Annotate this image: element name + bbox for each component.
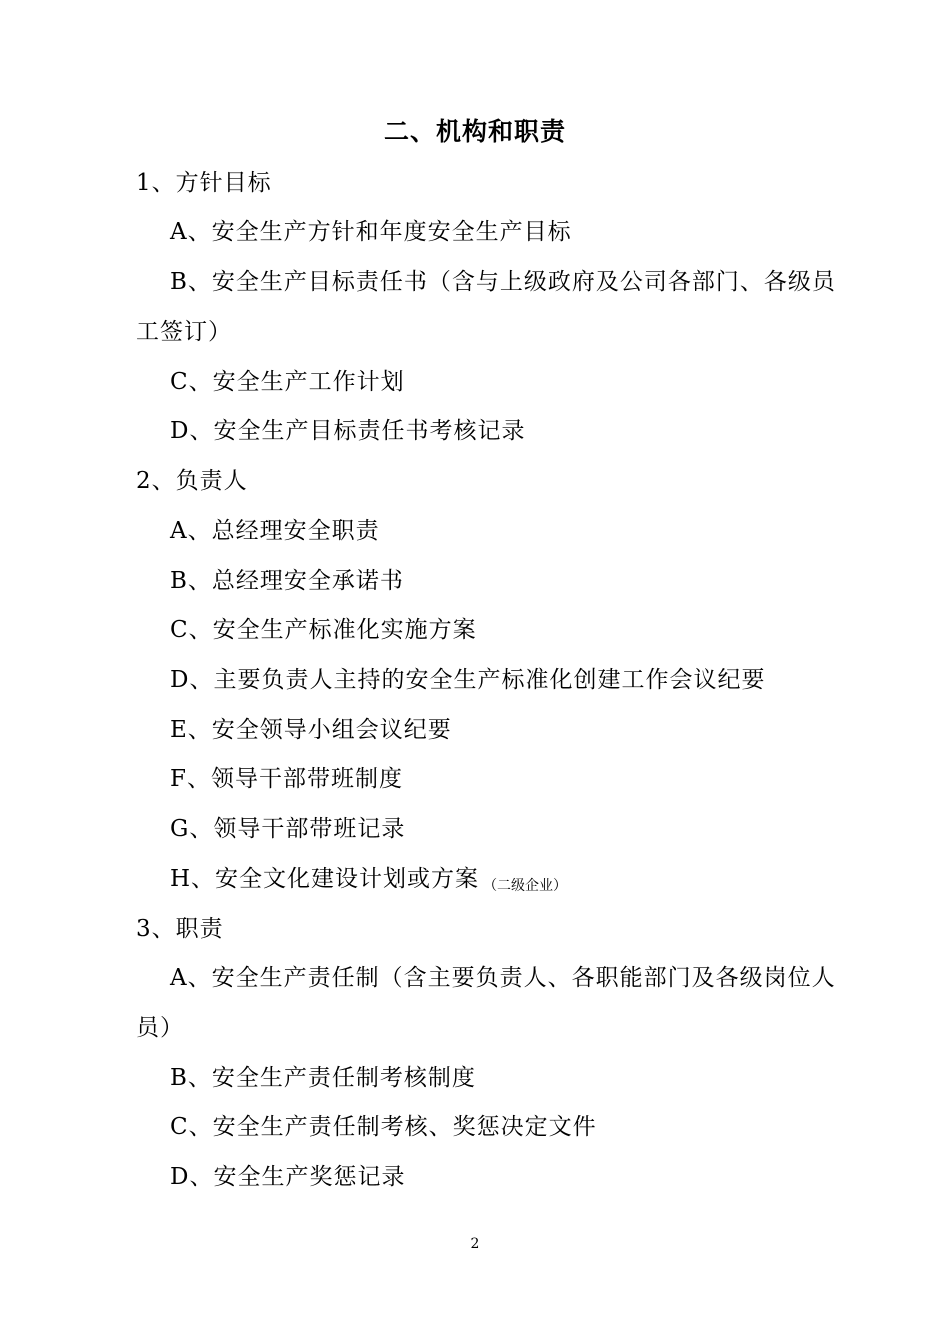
list-item: B、安全生产责任制考核制度 [170,1065,476,1091]
list-item: G、领导干部带班记录 [170,816,406,842]
list-item: D、安全生产奖惩记录 [170,1164,406,1190]
list-item: C、安全生产工作计划 [170,369,405,395]
list-item-continuation: 工签订） [136,319,232,345]
list-item: C、安全生产标准化实施方案 [170,617,477,643]
section-heading-duties: 3、职责 [136,916,224,942]
list-item-text: H、安全文化建设计划或方案 [170,866,480,892]
section-heading-responsible-person: 2、负责人 [136,468,248,494]
item-note: （二级企业） [483,878,568,894]
list-item: A、安全生产方针和年度安全生产目标 [170,219,572,245]
list-item: E、安全领导小组会议纪要 [170,717,452,743]
list-item: D、安全生产目标责任书考核记录 [170,418,526,444]
list-item: C、安全生产责任制考核、奖惩决定文件 [170,1114,597,1140]
list-item: D、主要负责人主持的安全生产标准化创建工作会议纪要 [170,667,766,693]
page-title: 二、机构和职责 [383,117,566,146]
list-item: A、安全生产责任制（含主要负责人、各职能部门及各级岗位人 [170,965,836,991]
list-item-continuation: 员） [136,1015,184,1041]
section-heading-policy-goals: 1、方针目标 [136,170,272,196]
page-number: 2 [470,1236,480,1252]
list-item: A、总经理安全职责 [170,518,380,544]
list-item [170,862,567,899]
list-item: F、领导干部带班制度 [170,766,403,792]
list-item: B、安全生产目标责任书（含与上级政府及公司各部门、各级员 [170,269,836,295]
list-item: B、总经理安全承诺书 [170,568,404,594]
